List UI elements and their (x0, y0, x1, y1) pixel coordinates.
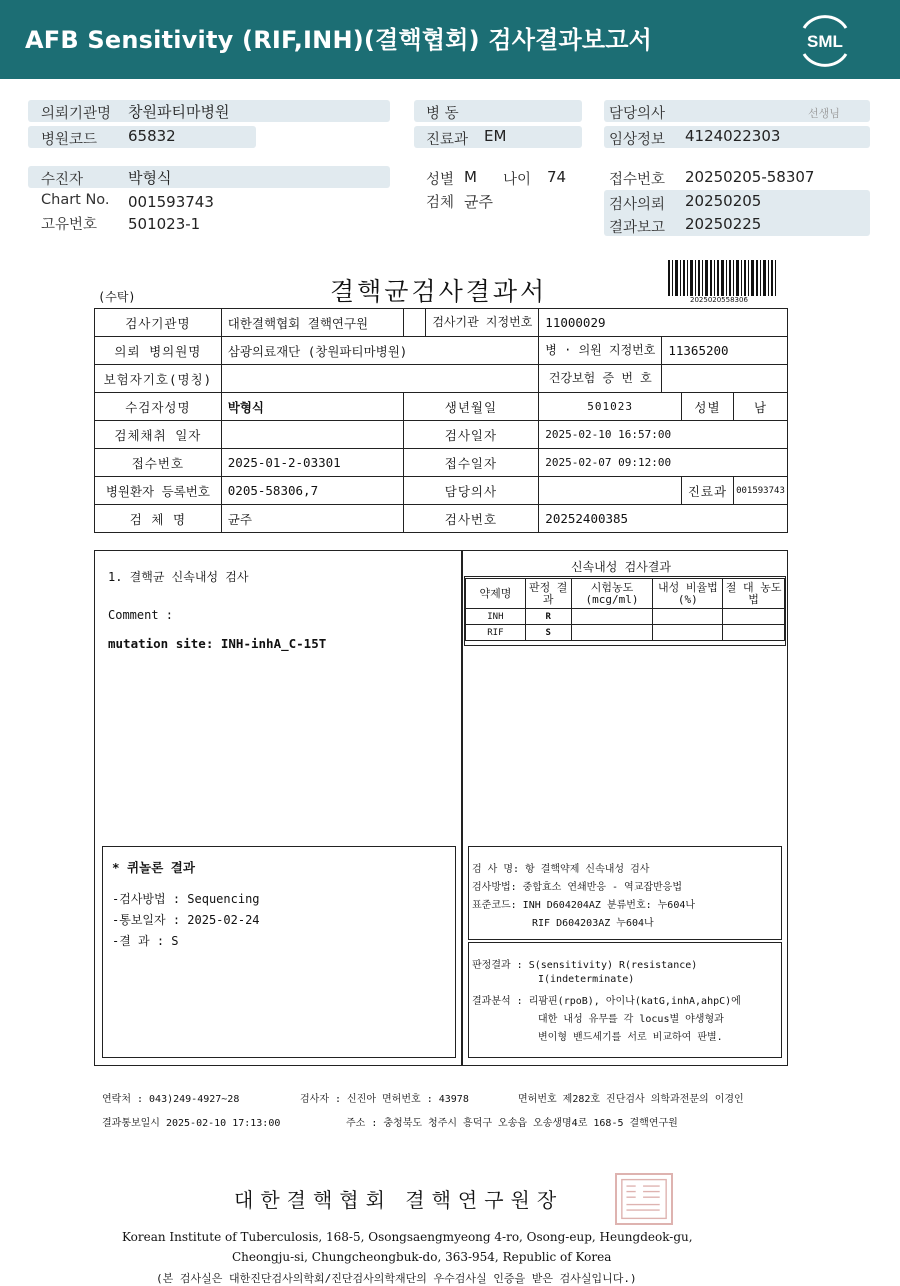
meta-table (94, 308, 788, 533)
doctor-suffix: 선생님 (808, 107, 840, 120)
scanned-report (0, 250, 900, 1285)
code-value: 65832 (128, 127, 176, 145)
cell (571, 609, 653, 625)
english-address-2: Cheongju-si, Chungcheongbuk-do, 363-954, Republic of Korea (232, 1250, 612, 1264)
doctor-label: 담당의사 (609, 106, 666, 122)
lab-value: 대한결핵협회 결핵연구원 (221, 309, 403, 337)
table-row (466, 625, 785, 641)
insured-label: 보험자기호(명칭) (95, 365, 222, 393)
judgment-cell: S (525, 625, 571, 641)
barcode-icon (668, 260, 776, 296)
cell (653, 625, 723, 641)
doc-title: 결핵균검사결과서 (330, 277, 548, 306)
svg-text:SML: SML (807, 32, 843, 51)
sex-value: M (464, 168, 477, 186)
mutation-site: mutation site: INH-inhA_C-15T (108, 636, 327, 651)
specimen-name-value: 균주 (221, 505, 403, 533)
header-cell: 약제명 (466, 579, 526, 609)
req-label: 의뢰 병의원명 (95, 337, 222, 365)
english-address-1: Korean Institute of Tuberculosis, 168-5, Osongsaengmyeong 4-ro, Osong-eup, Heungdeok-gu, (122, 1230, 693, 1244)
collect-value (221, 421, 403, 449)
testno-value: 20252400385 (539, 505, 788, 533)
lab-id-value: 11000029 (539, 309, 788, 337)
receipt-label: 접수번호 (609, 172, 666, 188)
received-value: 2025-02-07 09:12:00 (539, 449, 788, 477)
method-line-3: 표준코드: INH D604204AZ 분류번호: 누604나 (472, 900, 696, 911)
birth-label: 생년월일 (403, 393, 539, 421)
official-seal-icon (615, 1173, 673, 1225)
received-label: 접수일자 (403, 449, 539, 477)
patient-value: 박형식 (128, 169, 172, 187)
notify-time: 결과통보일시 2025-02-10 17:13:00 (102, 1118, 281, 1129)
ward-label: 병 동 (426, 106, 459, 122)
name-value: 박형식 (221, 393, 403, 421)
hospital-label: 의뢰기관명 (41, 106, 112, 122)
gender-value: 남 (734, 393, 788, 421)
dept-label: 진료과 (426, 132, 469, 148)
cell (723, 625, 785, 641)
institute-name: 대한결핵협회 결핵연구원장 (234, 1188, 564, 1212)
test-date-label: 검사일자 (403, 421, 539, 449)
test-date-value: 2025-02-10 16:57:00 (539, 421, 788, 449)
barcode-number: 2025020558306 (690, 296, 748, 304)
request-value: 20250205 (685, 192, 762, 210)
sml-logo-icon (796, 14, 854, 66)
chart-label: Chart No. (41, 192, 110, 208)
license: 면허번호 제282호 진단검사 의학과전문의 이경인 (518, 1094, 744, 1105)
clinical-label: 임상정보 (609, 132, 666, 148)
reg-value: 0205-58306,7 (221, 477, 403, 505)
cell (723, 609, 785, 625)
quinolone-title: * 퀴놀론 결과 (112, 860, 195, 875)
specimen-name-label: 검 체 명 (95, 505, 222, 533)
collect-label: 검체채취 일자 (95, 421, 222, 449)
health-value (662, 365, 788, 393)
unique-label: 고유번호 (41, 217, 98, 233)
code-label: 병원코드 (41, 132, 98, 148)
unique-value: 501023-1 (128, 215, 201, 233)
accession-value: 2025-01-2-03301 (221, 449, 403, 477)
quinolone-method: -검사방법 : Sequencing (112, 892, 260, 906)
health-label: 건강보험 증 번 호 (539, 365, 662, 393)
drug-cell: INH (466, 609, 526, 625)
analysis-line-3: 변이형 밴드세기를 서로 비교하여 판별. (538, 1032, 723, 1043)
contact: 연락처 : 043)249-4927~28 (102, 1094, 240, 1105)
report-value: 20250225 (685, 215, 762, 233)
method-line-1: 검 사 명: 항 결핵약제 신속내성 검사 (472, 864, 650, 875)
analysis-line-2: 대한 내성 유무를 각 locus별 야생형과 (538, 1014, 724, 1025)
doc-subtitle: (수탁) (98, 290, 136, 304)
lab-id-label: 검사기관 지정번호 (426, 309, 539, 337)
header-cell: 절 대 농도법 (723, 579, 785, 609)
dept-value: EM (484, 127, 507, 145)
accession-label: 접수번호 (95, 449, 222, 477)
age-value: 74 (547, 168, 567, 186)
clinic-value: 001593743 (734, 477, 788, 505)
hospital-value: 창원파티마병원 (128, 103, 230, 121)
reg-label: 병원환자 등록번호 (95, 477, 222, 505)
header-cell: 시험농도 (mcg/ml) (571, 579, 653, 609)
judge-line-2: I(indeterminate) (538, 974, 635, 985)
request-label: 검사의뢰 (609, 197, 666, 213)
test-item: 1. 결핵균 신속내성 검사 (108, 570, 249, 584)
drug-cell: RIF (466, 625, 526, 641)
clinical-value: 4124022303 (685, 127, 781, 145)
judgment-cell: R (525, 609, 571, 625)
specimen-label: 검체 (426, 195, 455, 211)
lab-label: 검사기관명 (95, 309, 222, 337)
header-cell: 판정 결과 (525, 579, 571, 609)
report-title: AFB Sensitivity (RIF,INH)(결핵협회) 검사결과보고서 (25, 26, 653, 54)
req-value: 삼광의료재단 (창원파티마병원) (221, 337, 539, 365)
age-label: 나이 (503, 172, 532, 188)
analysis-line-1: 결과분석 : 리팜핀(rpoB), 아이나(katG,inhA,ahpC)에 (472, 996, 741, 1007)
birth-value: 501023 (539, 393, 682, 421)
result-table (465, 578, 785, 641)
chart-value: 001593743 (128, 193, 214, 211)
judge-line-1: 판정결과 : S(sensitivity) R(resistance) (472, 960, 698, 971)
result-table-title: 신속내성 검사결과 (571, 560, 671, 574)
quinolone-box (102, 846, 456, 1058)
physician-value (539, 477, 682, 505)
gender-label: 성별 (681, 393, 733, 421)
physician-label: 담당의사 (403, 477, 539, 505)
method-line-2: 검사방법: 중합효소 연쇄반응 - 역교잡반응법 (472, 882, 683, 893)
quinolone-result: -결 과 : S (112, 934, 179, 948)
header-cell: 내성 비율법(%) (653, 579, 723, 609)
certification-note: (본 검사실은 대한진단검사의학회/진단검사의학재단의 우수검사실 인증을 받은 검사실입니다.) (156, 1272, 637, 1285)
result-table-header (466, 579, 785, 609)
req-id-label: 병 · 의원 지정번호 (539, 337, 662, 365)
name-label: 수검자성명 (95, 393, 222, 421)
testno-label: 검사번호 (403, 505, 539, 533)
report-header (0, 0, 900, 79)
specimen-value: 균주 (464, 193, 493, 211)
clinic-label: 진료과 (681, 477, 733, 505)
comment-label: Comment : (108, 608, 174, 622)
address: 주소 : 충청북도 청주시 흥덕구 오송읍 오송생명4로 168-5 결핵연구원 (346, 1118, 678, 1129)
report-label: 결과보고 (609, 220, 666, 236)
tester: 검사자 : 신진아 면허번호 : 43978 (300, 1094, 469, 1105)
sex-label: 성별 (426, 172, 455, 188)
req-id-value: 11365200 (662, 337, 788, 365)
insured-value (221, 365, 539, 393)
cell (653, 609, 723, 625)
quinolone-date: -통보일자 : 2025-02-24 (112, 913, 260, 927)
cell (571, 625, 653, 641)
method-line-4: RIF D604203AZ 누604나 (532, 918, 654, 929)
patient-label: 수진자 (41, 172, 84, 188)
table-row (466, 609, 785, 625)
receipt-value: 20250205-58307 (685, 168, 815, 186)
